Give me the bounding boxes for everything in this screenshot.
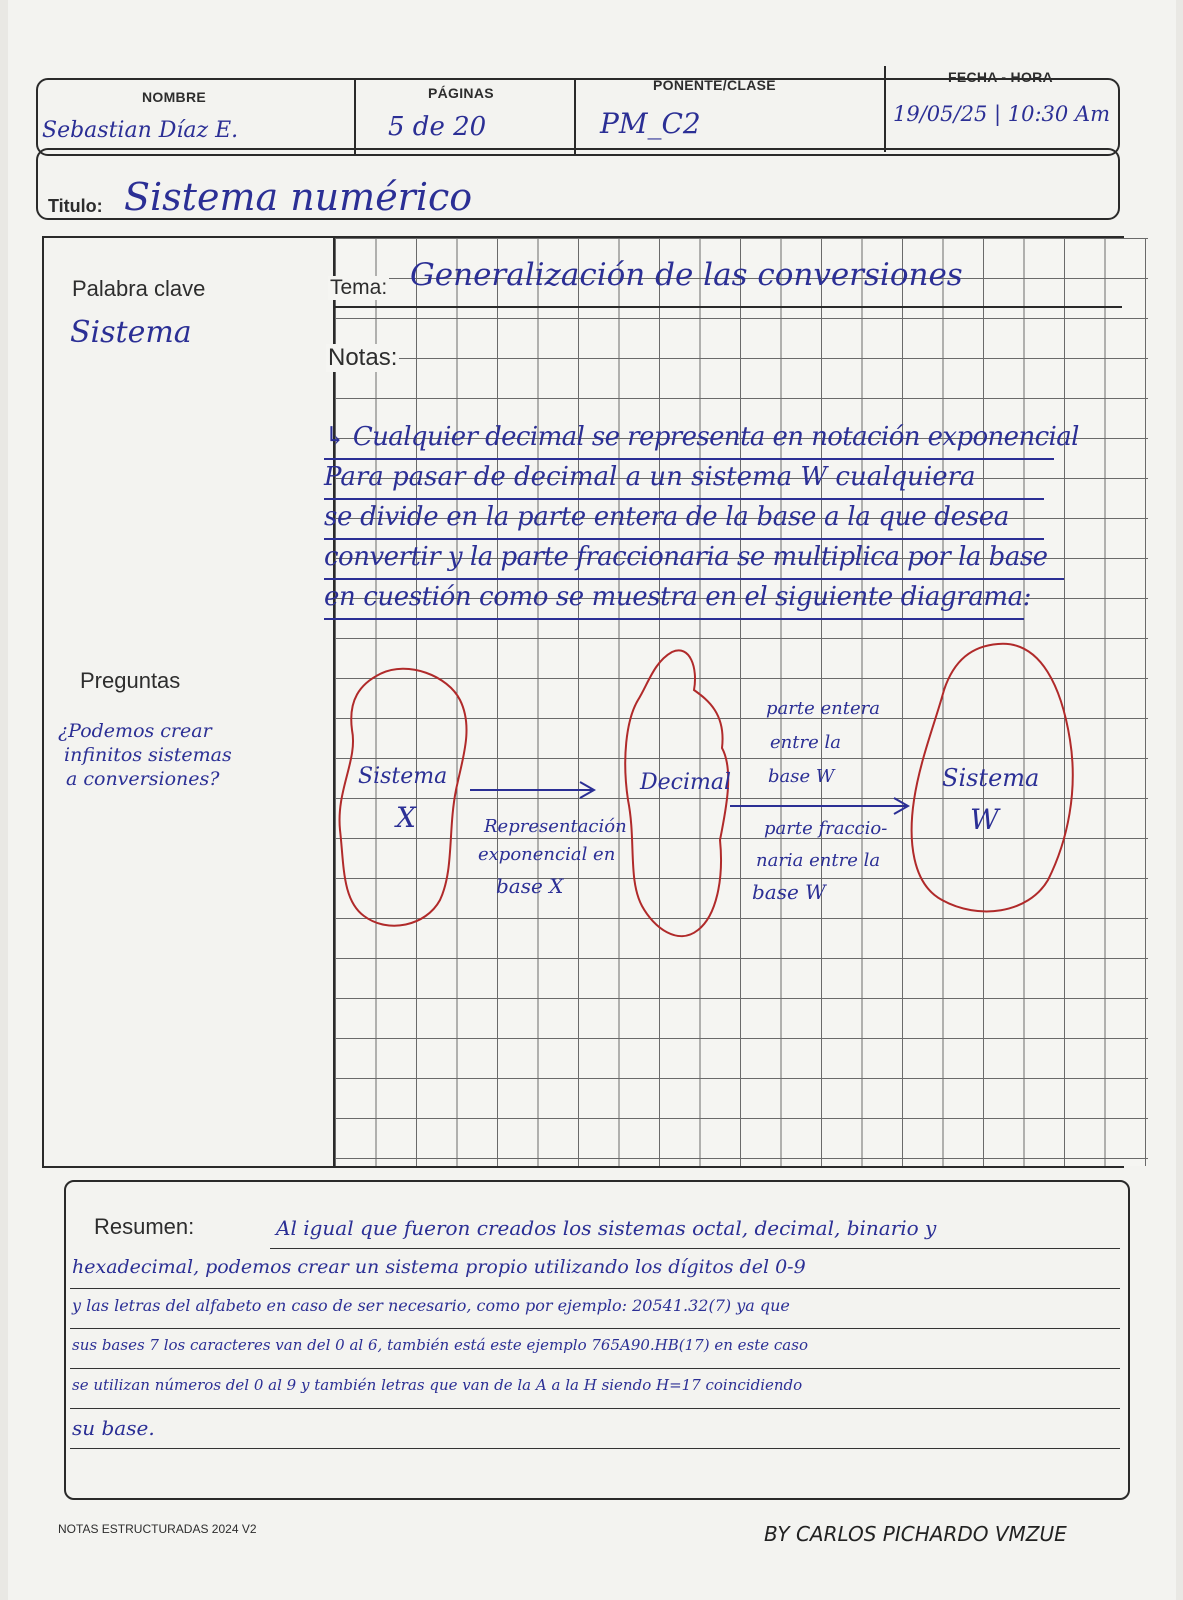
notas-underline-3 (324, 538, 1044, 540)
summary-rule-3 (70, 1328, 1120, 1329)
titulo-label: Titulo: (48, 196, 103, 216)
notes-grid (333, 238, 1148, 1166)
footer-right: BY CARLOS PICHARDO VMZUE (764, 1522, 1067, 1546)
palabra-clave-value: Sistema (70, 315, 192, 350)
summary-rule-6 (70, 1448, 1120, 1449)
arrow-2-top-1: parte entera (766, 698, 880, 719)
tema-label: Tema: (330, 276, 388, 299)
summary-rule-4 (70, 1368, 1120, 1369)
fecha-value: 19/05/25 | 10:30 Am (893, 102, 1111, 126)
summary-line-1: Al igual que fueron creados los sistemas octal, decimal, binario y (276, 1216, 937, 1240)
arrow-2-top-2: entre la (770, 732, 841, 753)
header-divider-2 (574, 80, 576, 154)
notas-line-3: se divide en la parte entera de la base a la que desea (324, 502, 1010, 532)
notes-sheet (8, 0, 1176, 1600)
pregunta-line-2: infinitos sistemas (64, 744, 232, 766)
notas-label: Notas: (328, 344, 398, 371)
header-divider-1 (354, 80, 356, 154)
arrow-1-label-1: Representación (484, 816, 627, 837)
summary-label: Resumen: (94, 1214, 195, 1239)
summary-line-5: se utilizan números del 0 al 9 y también letras que van de la A a la H siendo H=17 coincidiendo (72, 1376, 803, 1394)
arrow-1-label-3: base X (496, 874, 564, 898)
arrow-2-bottom-1: parte fraccio- (764, 818, 888, 839)
node-1-line-2: X (396, 801, 416, 834)
summary-line-6: su base. (72, 1416, 155, 1440)
nombre-value: Sebastian Díaz E. (42, 118, 239, 143)
tema-value: Generalización de las conversiones (410, 257, 963, 293)
notas-underline-1 (324, 458, 1054, 460)
notas-line-1: ↳ Cualquier decimal se representa en notación exponencial (324, 422, 1079, 452)
summary-line-4: sus bases 7 los caracteres van del 0 al 6, también está este ejemplo 765A90.HB(17) en este caso (72, 1336, 808, 1354)
summary-rule-2 (70, 1288, 1120, 1289)
node-3-line-1: Sistema (942, 764, 1040, 792)
pregunta-line-3: a conversiones? (66, 768, 220, 790)
tema-divider (334, 306, 1122, 308)
preguntas-label: Preguntas (80, 668, 181, 693)
summary-line-2: hexadecimal, podemos crear un sistema propio utilizando los dígitos del 0-9 (72, 1256, 806, 1278)
notas-line-2: Para pasar de decimal a un sistema W cualquiera (324, 462, 976, 492)
paginas-label: PÁGINAS (428, 85, 494, 101)
arrow-2-top-3: base W (768, 766, 835, 787)
notas-line-4: convertir y la parte fraccionaria se multiplica por la base (324, 542, 1048, 572)
titulo-value: Sistema numérico (124, 175, 473, 219)
notas-line-5: en cuestión como se muestra en el siguiente diagrama: (324, 582, 1032, 612)
palabra-clave-label: Palabra clave (72, 276, 206, 301)
footer-left: NOTAS ESTRUCTURADAS 2024 V2 (58, 1522, 257, 1536)
summary-rule-1 (270, 1248, 1120, 1249)
fecha-label: FECHA - HORA (948, 69, 1053, 85)
ponente-label: PONENTE/CLASE (653, 77, 776, 93)
node-1-line-1: Sistema (358, 764, 448, 789)
header-divider-3 (884, 66, 886, 152)
node-2-line-1: Decimal (640, 770, 732, 795)
notas-underline-2 (324, 498, 1044, 500)
summary-line-3: y las letras del alfabeto en caso de ser necesario, como por ejemplo: 20541.32(7) ya que (72, 1296, 790, 1315)
pregunta-line-1: ¿Podemos crear (58, 720, 212, 742)
paginas-value: 5 de 20 (388, 112, 487, 142)
notas-underline-5 (324, 618, 1024, 620)
arrow-1-label-2: exponencial en (478, 844, 616, 865)
arrow-2-bottom-2: naria entre la (756, 850, 881, 871)
summary-rule-5 (70, 1408, 1120, 1409)
arrow-2-bottom-3: base W (752, 880, 826, 904)
ponente-value: PM_C2 (600, 107, 701, 140)
notas-underline-4 (324, 578, 1064, 580)
node-3-line-2: W (970, 803, 999, 836)
nombre-label: NOMBRE (142, 89, 207, 105)
